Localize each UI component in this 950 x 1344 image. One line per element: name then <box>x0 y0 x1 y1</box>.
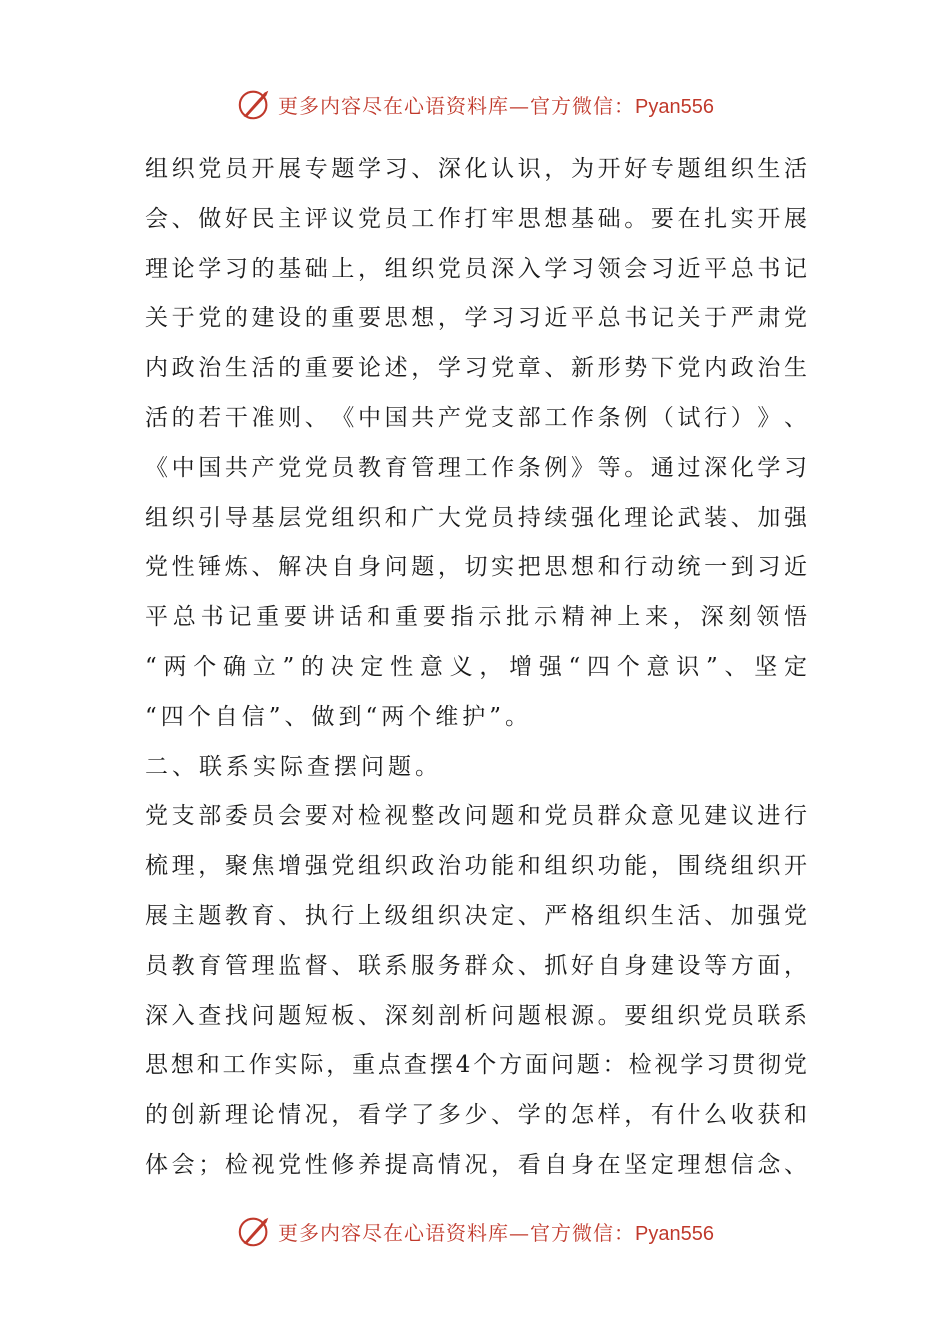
text-line: 理 论 学 习 的 基 础 上 ， 组 织 党 员 深 入 学 习 领 会 习 近 平 总 书 记 <box>145 255 807 282</box>
banner-text: 更多内容尽在心语资料库—官方微信：Pyan556 <box>278 1220 714 1245</box>
text-line: “四个自信”、做到“两个维护”。 <box>145 703 533 730</box>
text-line: 活 的 若 干 准 则 、 《 中 国 共 产 党 支 部 工 作 条 例 （ 试 行 ） 》 、 <box>145 404 807 431</box>
document-body <box>145 145 807 1191</box>
text-line: 梳 理 ， 聚 焦 增 强 党 组 织 政 治 功 能 和 组 织 功 能 ， 围 绕 组 织 开 <box>145 853 807 880</box>
text-line: 员 教 育 管 理 监 督 、 联 系 服 务 群 众 、 抓 好 自 身 建 设 等 方 面 ， <box>145 952 807 979</box>
text-line: 会 、 做 好 民 主 评 议 党 员 工 作 打 牢 思 想 基 础 。 要 在 扎 实 开 展 <box>145 205 807 232</box>
text-line: 党 支 部 委 员 会 要 对 检 视 整 改 问 题 和 党 员 群 众 意 见 建 议 进 行 <box>145 803 807 830</box>
text-line: 内 政 治 生 活 的 重 要 论 述 ， 学 习 党 章 、 新 形 势 下 党 内 政 治 生 <box>145 355 807 382</box>
text-line: 《 中 国 共 产 党 党 员 教 育 管 理 工 作 条 例 》 等 。 通 过 深 化 学 习 <box>145 454 807 481</box>
quill-logo-icon <box>236 85 274 123</box>
header-watermark-banner <box>0 80 950 128</box>
banner-brand: Pyan556 <box>635 95 714 118</box>
quill-logo-icon <box>236 1212 274 1250</box>
banner-text: 更多内容尽在心语资料库—官方微信：Pyan556 <box>278 93 714 118</box>
text-line: 组 织 党 员 开 展 专 题 学 习 、 深 化 认 识 ， 为 开 好 专 题 组 织 生 活 <box>145 156 807 182</box>
text-line: 关 于 党 的 建 设 的 重 要 思 想 ， 学 习 习 近 平 总 书 记 关 于 严 肃 党 <box>145 305 807 332</box>
text-line: 深 入 查 找 问 题 短 板 、 深 刻 剖 析 问 题 根 源 。 要 组 织 党 员 联 系 <box>145 1002 807 1029</box>
footer-watermark-banner <box>0 1207 950 1255</box>
text-line: 的 创 新 理 论 情 况 ， 看 学 了 多 少 、 学 的 怎 样 ， 有 什 么 收 获 和 <box>145 1102 807 1129</box>
text-line: 组 织 引 导 基 层 党 组 织 和 广 大 党 员 持 续 强 化 理 论 武 装 、 加 强 <box>145 504 807 531</box>
text-line: 二、联系实际查摆问题。 <box>145 753 442 780</box>
text-line: 思 想 和 工 作 实 际 ， 重 点 查 摆 4 个 方 面 问 题 ： 检 视 学 习 贯 彻 党 <box>145 1052 807 1079</box>
banner-brand: Pyan556 <box>635 1222 714 1245</box>
text-line: 党 性 锤 炼 、 解 决 自 身 问 题 ， 切 实 把 思 想 和 行 动 统 一 到 习 近 <box>145 554 807 581</box>
text-line: “ 两 个 确 立 ” 的 决 定 性 意 义 ， 增 强 “ 四 个 意 识 ” 、 坚 定 <box>145 653 807 680</box>
text-line: 展 主 题 教 育 、 执 行 上 级 组 织 决 定 、 严 格 组 织 生 活 、 加 强 党 <box>145 902 807 929</box>
text-line: 体 会 ； 检 视 党 性 修 养 提 高 情 况 ， 看 自 身 在 坚 定 理 想 信 念 、 <box>145 1151 807 1178</box>
text-line: 平 总 书 记 重 要 讲 话 和 重 要 指 示 批 示 精 神 上 来 ， 深 刻 领 悟 <box>145 604 807 631</box>
